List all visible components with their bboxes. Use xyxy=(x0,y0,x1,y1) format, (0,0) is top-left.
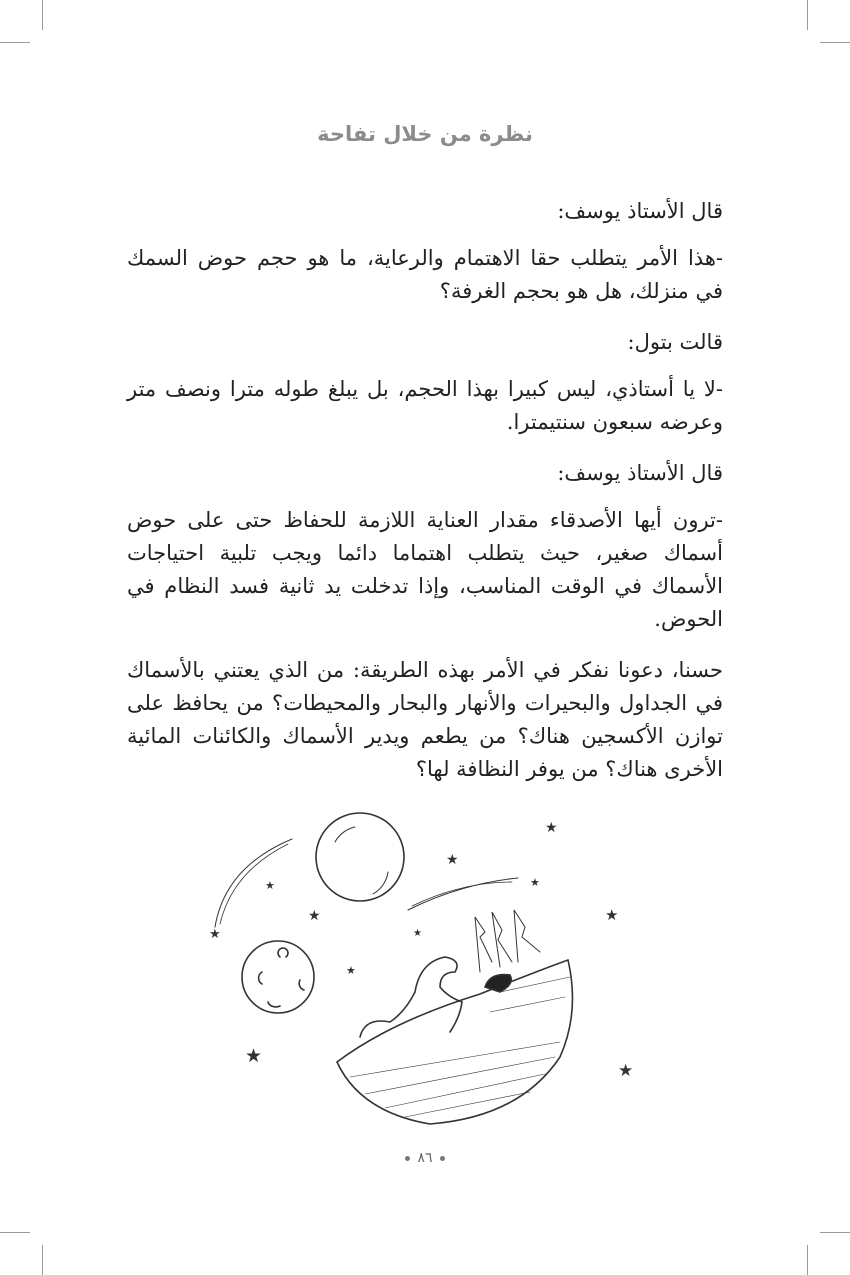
page-number xyxy=(0,1150,850,1166)
moon-icon xyxy=(316,813,404,901)
crop-mark-top-right-vertical xyxy=(807,0,808,30)
svg-text:★: ★ xyxy=(308,908,321,924)
svg-text:★: ★ xyxy=(530,876,540,889)
globe-bowl-illustration xyxy=(200,812,650,1132)
stars-icon xyxy=(209,820,633,1081)
svg-text:★: ★ xyxy=(413,928,422,939)
crop-mark-top-left-vertical xyxy=(42,0,43,30)
svg-text:★: ★ xyxy=(265,879,275,892)
crop-mark-bottom-left-vertical xyxy=(42,1245,43,1275)
running-head: نظرة من خلال تفاحة xyxy=(317,122,533,146)
paragraph: قال الأستاذ يوسف: xyxy=(557,461,723,485)
paragraph: -هذا الأمر يتطلب حقا الاهتمام والرعاية، ما هو حجم حوض السمك في منزلك، هل هو بحجم الغرفة؟ xyxy=(127,246,723,303)
svg-text:★: ★ xyxy=(605,906,619,924)
svg-text:★: ★ xyxy=(346,964,356,977)
svg-text:★: ★ xyxy=(618,1061,634,1081)
svg-text:★: ★ xyxy=(209,927,221,942)
svg-text:★: ★ xyxy=(446,852,459,868)
bullet-icon xyxy=(405,1156,410,1161)
crop-mark-bottom-right-vertical xyxy=(807,1245,808,1275)
crop-mark-bottom-right-horizontal xyxy=(820,1232,850,1233)
svg-text:★: ★ xyxy=(545,820,558,836)
paragraph: -لا يا أستاذي، ليس كبيرا بهذا الحجم، بل يبلغ طوله مترا ونصف متر وعرضه سبعون سنتيمترا. xyxy=(127,377,723,434)
crop-mark-top-left-horizontal xyxy=(0,42,30,43)
crop-mark-top-right-horizontal xyxy=(820,42,850,43)
paragraph: قال الأستاذ يوسف: xyxy=(557,199,723,223)
paragraph: قالت بتول: xyxy=(627,330,723,354)
body-text xyxy=(127,195,723,804)
half-globe-bowl-icon xyxy=(337,910,573,1124)
paragraph: -ترون أيها الأصدقاء مقدار العناية اللازمة للحفاظ حتى على حوض أسماك صغير، حيث يتطلب اهتماما دائما ويجب تلبية احتياجات الأسماك في الوقت المناسب، وإذا تدخلت يد ثانية فسد النظام في الحوض. xyxy=(127,508,723,631)
paragraph: حسنا، دعونا نفكر في الأمر بهذه الطريقة: من الذي يعتني بالأسماك في الجداول والبحيرات والأنهار والبحار والمحيطات؟ من يحافظ على توازن الأكسجين هناك؟ من يطعم ويدير الأسماك والكائنات المائية الأخرى هناك؟ من يوفر النظافة لها؟ xyxy=(127,658,723,781)
bullet-icon xyxy=(440,1156,445,1161)
svg-text:★: ★ xyxy=(245,1045,263,1067)
page-number-text: ٨٦ xyxy=(417,1150,433,1166)
crop-mark-bottom-left-horizontal xyxy=(0,1232,30,1233)
cratered-moon-icon xyxy=(242,941,314,1013)
